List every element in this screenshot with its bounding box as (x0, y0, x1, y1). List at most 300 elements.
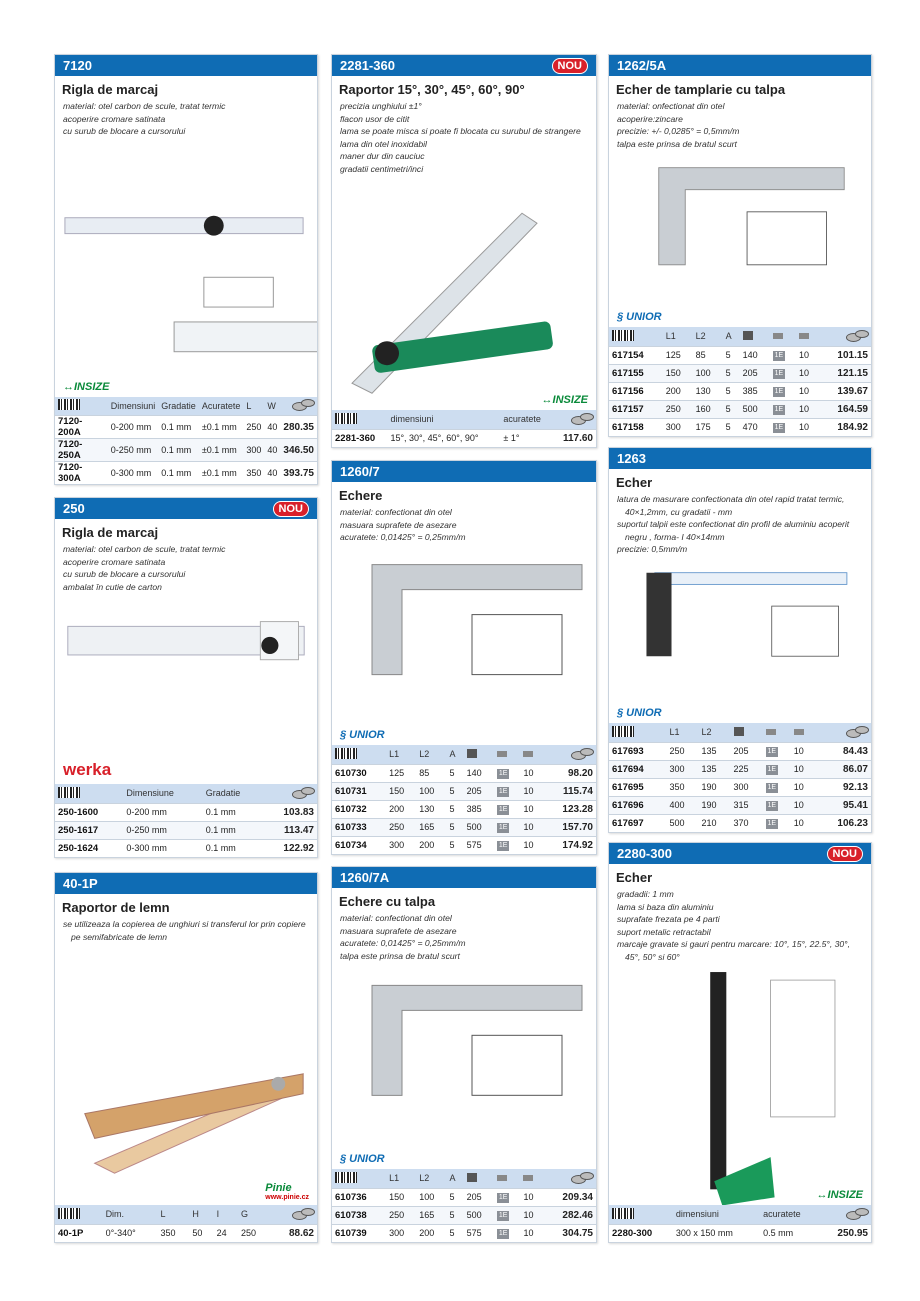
table-cell: 5 (446, 1188, 463, 1206)
table-row[interactable] (609, 364, 871, 382)
column-header (520, 1169, 543, 1188)
product-card (608, 842, 872, 1243)
feature-item: latura de masurare confectionata din otel rapid tratat termic, 40×1,2mm, cu gradatii - mm (617, 494, 845, 517)
table-row[interactable] (332, 782, 596, 800)
table-cell: 0-200 mm (123, 803, 202, 821)
article-code: 617155 (609, 364, 663, 382)
table-cell: 5 (446, 836, 463, 854)
table-cell: 10 (796, 364, 819, 382)
column-header (520, 745, 543, 764)
product-code: 1260/7A (340, 870, 390, 885)
box-icon (497, 1175, 507, 1181)
packaging-badge: 1E (498, 806, 508, 813)
table-cell (494, 764, 521, 782)
table-cell: 470 (740, 418, 770, 436)
table-cell: 300 (666, 760, 698, 778)
pack-icon (794, 729, 804, 735)
table-cell: 160 (693, 400, 723, 418)
table-cell: 385 (740, 382, 770, 400)
column-header: L (243, 397, 264, 416)
table-cell: 500 (464, 1206, 494, 1224)
table-cell: 0-250 mm (108, 439, 159, 462)
article-code: 610738 (332, 1206, 386, 1224)
table-row[interactable] (55, 1224, 317, 1242)
price: 115.74 (543, 782, 596, 800)
table-cell: 10 (520, 782, 543, 800)
product-illustration (55, 593, 317, 784)
product-title: Echer (616, 475, 653, 490)
product-code: 1262/5A (617, 58, 667, 73)
table-cell: 10 (791, 742, 815, 760)
barcode-icon (58, 399, 80, 410)
brand-name: § UNIOR (340, 729, 385, 741)
article-code: 2281-360 (332, 429, 387, 447)
product-title: Echere (339, 488, 383, 503)
column-header (543, 1169, 596, 1188)
table-cell (770, 418, 796, 436)
price: 86.07 (815, 760, 871, 778)
product-image (332, 176, 596, 410)
price: 121.15 (819, 364, 871, 382)
table-cell: ±0.1 mm (199, 439, 244, 462)
table-row[interactable] (55, 803, 317, 821)
article-code: 40-1P (55, 1224, 103, 1242)
price: 174.92 (543, 836, 596, 854)
table-row[interactable] (332, 800, 596, 818)
table-cell: 5 (446, 800, 463, 818)
article-code: 617154 (609, 346, 663, 364)
column-header: W (264, 397, 280, 416)
table-cell: 5 (723, 382, 740, 400)
price: 164.59 (819, 400, 871, 418)
feature-item: lama si baza din aluminiu (617, 901, 714, 912)
brand-logo (63, 760, 111, 780)
table-cell: 575 (464, 836, 494, 854)
table-cell (494, 800, 521, 818)
column-header (280, 397, 317, 416)
packaging-badge: 1E (498, 1212, 508, 1219)
feature-item: acoperire:zincare (617, 113, 683, 124)
table-cell: 500 (666, 814, 698, 832)
price: 101.15 (819, 346, 871, 364)
table-cell: ±0.1 mm (199, 416, 244, 439)
price: 92.13 (815, 778, 871, 796)
column-header (609, 723, 666, 742)
table-cell: 0.1 mm (158, 462, 199, 485)
table-row[interactable] (332, 1206, 596, 1224)
table-cell: 125 (386, 764, 416, 782)
table-cell: 10 (791, 760, 815, 778)
article-code: 250-1600 (55, 803, 123, 821)
price: 304.75 (543, 1224, 596, 1242)
table-cell: 190 (698, 796, 730, 814)
barcode-icon (612, 1208, 634, 1219)
table-row[interactable] (55, 839, 317, 857)
article-code: 617693 (609, 742, 666, 760)
table-cell: 250 (663, 400, 693, 418)
column-header: Gradatie (203, 784, 263, 803)
table-cell: 210 (698, 814, 730, 832)
brand-name: § UNIOR (617, 707, 662, 719)
column-header: Dim. (103, 1205, 158, 1224)
product-code: 7120 (63, 58, 92, 73)
table-cell: 200 (416, 836, 446, 854)
feature-list (609, 888, 871, 964)
table-cell: 10 (520, 1188, 543, 1206)
table-cell: 300 (663, 418, 693, 436)
price: 157.70 (543, 818, 596, 836)
table-cell: 50 (189, 1224, 213, 1242)
feature-item: precizie: 0,5mm/m (617, 544, 688, 555)
column-header: acuratete (500, 410, 552, 429)
column-header: Acuratete (199, 397, 244, 416)
new-badge: NOU (273, 501, 309, 517)
table-row[interactable] (609, 760, 871, 778)
price: 106.23 (815, 814, 871, 832)
table-row[interactable] (332, 1224, 596, 1242)
price-table (332, 745, 596, 854)
price: 184.92 (819, 418, 871, 436)
table-cell: 5 (723, 346, 740, 364)
table-cell (494, 836, 521, 854)
product-card (54, 872, 318, 1243)
table-cell: 10 (791, 814, 815, 832)
article-code: 610736 (332, 1188, 386, 1206)
table-cell: 205 (731, 742, 763, 760)
product-image (609, 964, 871, 1205)
packaging-badge: 1E (767, 802, 777, 809)
price: 98.20 (543, 764, 596, 782)
column-header (770, 327, 796, 346)
table-row[interactable] (332, 429, 596, 447)
table-cell: 10 (520, 800, 543, 818)
product-illustration (609, 556, 871, 723)
brand-name: Pinie (265, 1182, 292, 1194)
feature-list (609, 493, 871, 556)
table-row[interactable] (609, 400, 871, 418)
table-cell: 0.1 mm (158, 416, 199, 439)
table-row[interactable] (332, 836, 596, 854)
table-cell: 0.1 mm (203, 839, 263, 857)
table-header-row (332, 410, 596, 429)
table-cell: 5 (446, 764, 463, 782)
packaging-badge: 1E (498, 1194, 508, 1201)
product-title: Rigla de marcaj (62, 82, 159, 97)
feature-item: maner dur din cauciuc (340, 151, 425, 162)
table-cell (770, 382, 796, 400)
feature-item: talpa este prinsa de bratul scurt (340, 950, 460, 961)
new-badge: NOU (827, 846, 863, 862)
table-cell: 385 (464, 800, 494, 818)
product-header (55, 55, 317, 76)
table-cell: 135 (698, 742, 730, 760)
packaging-badge: 1E (767, 766, 777, 773)
table-cell: 0°-340° (103, 1224, 158, 1242)
pack-icon (799, 333, 809, 339)
table-cell: 0-300 mm (123, 839, 202, 857)
column-header (819, 327, 871, 346)
product-card (54, 497, 318, 858)
table-cell: ±0.1 mm (199, 462, 244, 485)
coins-icon (571, 1172, 593, 1183)
column-header: dimensiuni (673, 1205, 760, 1224)
table-row[interactable] (609, 742, 871, 760)
table-row[interactable] (55, 439, 317, 462)
price: 95.41 (815, 796, 871, 814)
price-table (55, 1205, 317, 1242)
column-header (494, 745, 521, 764)
feature-item: acoperire cromare satinata (63, 556, 166, 567)
price: 139.67 (819, 382, 871, 400)
article-code: 610733 (332, 818, 386, 836)
table-cell: 140 (740, 346, 770, 364)
price-table (55, 784, 317, 857)
table-cell: 575 (464, 1224, 494, 1242)
column-header: L1 (663, 327, 693, 346)
table-cell: 100 (416, 1188, 446, 1206)
brand-logo (63, 381, 109, 393)
feature-list (55, 543, 317, 593)
article-code: 617697 (609, 814, 666, 832)
column-header: L1 (666, 723, 698, 742)
product-title: Raportor 15°, 30°, 45°, 60°, 90° (339, 82, 525, 97)
feature-item: suprafate frezata pe 4 parti (617, 914, 720, 925)
feature-list (332, 912, 596, 962)
table-cell: 205 (464, 1188, 494, 1206)
table-cell: 250 (243, 416, 264, 439)
product-title: Echere cu talpa (339, 894, 436, 909)
table-cell: 250 (238, 1224, 270, 1242)
price-table (332, 410, 596, 447)
table-cell: 135 (698, 760, 730, 778)
feature-item: material: otel carbon de scule, tratat termic (63, 544, 226, 554)
coins-icon (846, 726, 868, 737)
column-header (763, 723, 791, 742)
table-cell: 100 (416, 782, 446, 800)
price: 117.60 (553, 429, 596, 447)
table-cell: 0-200 mm (108, 416, 159, 439)
table-cell (763, 814, 791, 832)
feature-item: masuara suprafete de asezare (340, 519, 457, 530)
product-code: 250 (63, 501, 85, 516)
coins-icon (292, 1208, 314, 1219)
table-cell: 10 (791, 778, 815, 796)
packaging-badge: 1E (498, 1230, 508, 1238)
table-row[interactable] (609, 346, 871, 364)
new-badge: NOU (552, 58, 588, 74)
product-image (332, 544, 596, 745)
table-cell: 10 (520, 764, 543, 782)
table-cell (770, 400, 796, 418)
barcode-icon (612, 330, 634, 341)
column-header (332, 1169, 386, 1188)
feature-item: precizie: +/- 0,0285° = 0,5mm/m (617, 126, 740, 137)
table-header-row (609, 723, 871, 742)
price: 346.50 (280, 439, 317, 462)
table-cell (494, 782, 521, 800)
brand-name: ↔INSIZE (816, 1189, 863, 1201)
product-header (609, 55, 871, 76)
feature-item: flacon usor de citit (340, 113, 410, 124)
column-header (731, 723, 763, 742)
table-cell: 10 (796, 400, 819, 418)
table-cell: 0.5 mm (760, 1224, 820, 1242)
brand-name: § UNIOR (340, 1153, 385, 1165)
table-cell: 205 (740, 364, 770, 382)
table-cell: 15°, 30°, 45°, 60°, 90° (387, 429, 500, 447)
table-row[interactable] (55, 416, 317, 439)
feature-item: suportul talpii este confectionat din profil de aluminiu acoperit negru , forma- I 40×14mm (617, 519, 850, 542)
column-header: Dimensiuni (108, 397, 159, 416)
coins-icon (292, 787, 314, 798)
product-image (55, 138, 317, 397)
feature-item: lama din otel inoxidabil (340, 138, 427, 149)
product-code: 1260/7 (340, 464, 380, 479)
table-row[interactable] (609, 1224, 871, 1242)
table-row[interactable] (609, 814, 871, 832)
table-header-row (55, 784, 317, 803)
table-cell: 10 (520, 1206, 543, 1224)
table-row[interactable] (609, 382, 871, 400)
table-header-row (332, 1169, 596, 1188)
product-illustration (609, 964, 871, 1205)
feature-item: material: onfectionat din otel (617, 101, 725, 111)
feature-list (332, 100, 596, 176)
product-image (609, 556, 871, 723)
column-header (263, 784, 317, 803)
product-illustration (55, 138, 317, 397)
column-header: A (446, 1169, 463, 1188)
table-cell: 300 x 150 mm (673, 1224, 760, 1242)
table-cell (770, 346, 796, 364)
price-table (55, 397, 317, 485)
price: 250.95 (820, 1224, 871, 1242)
column-header (820, 1205, 871, 1224)
table-cell: 225 (731, 760, 763, 778)
table-row[interactable] (55, 462, 317, 485)
product-illustration (332, 176, 596, 410)
feature-item: suport metalic retractabil (617, 926, 711, 937)
article-code: 7120-200A (55, 416, 108, 439)
column-header (464, 1169, 494, 1188)
table-cell (763, 796, 791, 814)
product-code: 2280-300 (617, 846, 672, 861)
column-header (55, 784, 123, 803)
table-cell: 10 (796, 418, 819, 436)
table-header-row (55, 397, 317, 416)
table-cell: ± 1° (500, 429, 552, 447)
brand-name: ↔INSIZE (63, 380, 110, 393)
brand-logo (265, 1182, 309, 1201)
product-image (332, 962, 596, 1169)
column-header: L2 (698, 723, 730, 742)
table-row[interactable] (609, 778, 871, 796)
packaging-badge: 1E (774, 424, 784, 432)
column-header (464, 745, 494, 764)
table-cell: 10 (796, 382, 819, 400)
product-card (331, 866, 597, 1243)
packaging-badge: 1E (767, 784, 777, 791)
product-title: Echer de tamplarie cu talpa (616, 82, 786, 97)
packaging-badge: 1E (498, 842, 508, 850)
article-code: 617695 (609, 778, 666, 796)
barcode-icon (612, 726, 634, 737)
table-cell: 40 (264, 462, 280, 485)
table-cell: 205 (464, 782, 494, 800)
column-header: G (238, 1205, 270, 1224)
coins-icon (292, 399, 314, 410)
feature-item: masuara suprafete de asezare (340, 925, 457, 936)
barcode-icon (335, 1172, 357, 1183)
coins-icon (571, 748, 593, 759)
table-header-row (332, 745, 596, 764)
feature-item: acoperire cromare satinata (63, 113, 166, 124)
box-icon (773, 333, 783, 339)
column-header (494, 1169, 521, 1188)
coins-icon (846, 1208, 868, 1219)
price: 122.92 (263, 839, 317, 857)
article-code: 610732 (332, 800, 386, 818)
table-cell: 0.1 mm (158, 439, 199, 462)
table-cell: 130 (416, 800, 446, 818)
table-cell: 350 (666, 778, 698, 796)
brand-logo (340, 729, 385, 741)
table-cell (763, 760, 791, 778)
brand-logo (817, 1189, 863, 1201)
column-header (55, 397, 108, 416)
article-code: 610734 (332, 836, 386, 854)
table-cell: 125 (663, 346, 693, 364)
column-header (815, 723, 871, 742)
product-header (55, 498, 317, 519)
feature-item: material: otel carbon de scule, tratat termic (63, 101, 226, 111)
table-cell: 200 (663, 382, 693, 400)
column-header: L2 (416, 1169, 446, 1188)
column-header: Dimensiune (123, 784, 202, 803)
table-row[interactable] (332, 1188, 596, 1206)
product-card (608, 447, 872, 833)
table-row[interactable] (55, 821, 317, 839)
article-code: 617694 (609, 760, 666, 778)
table-cell: 300 (386, 1224, 416, 1242)
table-cell: 300 (731, 778, 763, 796)
table-cell: 300 (243, 439, 264, 462)
table-cell: 0.1 mm (203, 803, 263, 821)
table-cell: 300 (386, 836, 416, 854)
article-code: 610739 (332, 1224, 386, 1242)
coins-icon (846, 330, 868, 341)
table-row[interactable] (332, 764, 596, 782)
brand-name: ↔INSIZE (541, 394, 588, 406)
price-table (609, 327, 871, 436)
feature-list (55, 100, 317, 138)
table-cell: 370 (731, 814, 763, 832)
column-header: Gradatie (158, 397, 199, 416)
feature-item: acuratete: 0,01425° = 0,25mm/m (340, 938, 466, 949)
table-cell: 315 (731, 796, 763, 814)
feature-list (55, 918, 317, 943)
table-row[interactable] (609, 418, 871, 436)
table-cell (763, 778, 791, 796)
packaging-badge: 1E (498, 824, 508, 831)
table-cell: 200 (386, 800, 416, 818)
table-cell: 5 (446, 1224, 463, 1242)
feature-item: se utilizeaza la copierea de unghiuri si transferul lor prin copiere pe semifabricate de lemn (63, 919, 306, 942)
table-cell: 10 (791, 796, 815, 814)
column-header: A (446, 745, 463, 764)
table-row[interactable] (609, 796, 871, 814)
table-row[interactable] (332, 818, 596, 836)
